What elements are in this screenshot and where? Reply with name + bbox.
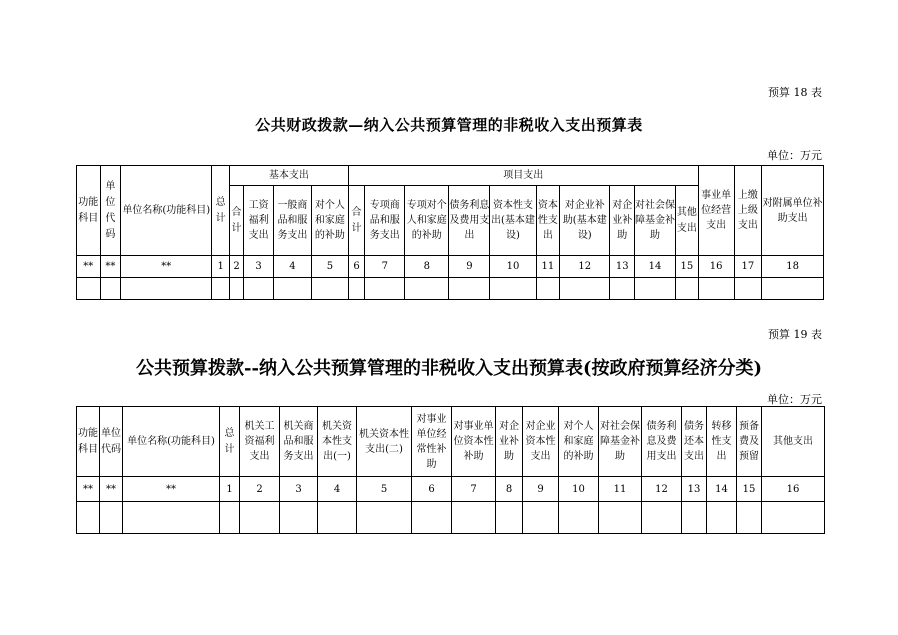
t18-idx-2: ** [100, 256, 121, 278]
t18-idx-21: 18 [762, 256, 824, 278]
table18-title: 公共财政拨款—纳入公共预算管理的非税收入支出预算表 [255, 116, 643, 134]
t19-idx-11: 8 [496, 477, 523, 502]
t18-empty-cell [449, 278, 490, 300]
t19-empty-cell [412, 502, 452, 534]
t18-idx-5: 2 [229, 256, 243, 278]
t19-h-18: 预备费及预留 [737, 407, 762, 477]
t19-h-9: 对事业单位经常性补助 [412, 407, 452, 477]
t18-h-unit-name: 单位名称(功能科目) [121, 166, 212, 256]
t18-empty-cell [405, 278, 449, 300]
t19-empty-cell [220, 502, 240, 534]
t18-empty-cell [311, 278, 348, 300]
table-row [77, 502, 825, 534]
t18-idx-14: 11 [536, 256, 560, 278]
t18-idx-4: 1 [212, 256, 229, 278]
t18-empty-cell [490, 278, 536, 300]
t18-h-basic: 基本支出 [229, 166, 348, 186]
t19-empty-cell [496, 502, 523, 534]
t19-empty-cell [318, 502, 357, 534]
t18-empty-cell [635, 278, 676, 300]
t19-idx-13: 10 [559, 477, 599, 502]
t19-empty-cell [707, 502, 737, 534]
t19-idx-17: 14 [707, 477, 737, 502]
t19-h-13: 对个人和家庭的补助 [559, 407, 599, 477]
t19-idx-8: 5 [357, 477, 412, 502]
table-row [77, 477, 825, 502]
t18-idx-9: 6 [348, 256, 364, 278]
t19-idx-19: 16 [762, 477, 825, 502]
t18-idx-19: 16 [698, 256, 734, 278]
t19-h-5: 机关工资福利支出 [240, 407, 280, 477]
t19-idx-12: 9 [523, 477, 559, 502]
t19-idx-18: 15 [737, 477, 762, 502]
t18-h-project-col-5: 资本性支出 [536, 186, 560, 256]
t18-h-basic-sum: 合计 [229, 186, 243, 256]
t19-empty-cell [240, 502, 280, 534]
t19-empty-cell [559, 502, 599, 534]
t18-empty-cell [536, 278, 560, 300]
t18-h-unit-code: 单位代码 [100, 166, 121, 256]
table19-title: 公共预算拨款--纳入公共预算管理的非税收入支出预算表(按政府预算经济分类) [136, 358, 762, 379]
t19-h-11: 对企业补助 [496, 407, 523, 477]
t19-h-10: 对事业单位资本性补助 [452, 407, 496, 477]
t19-idx-9: 6 [412, 477, 452, 502]
t19-h-3: 单位名称(功能科目) [123, 407, 220, 477]
t18-empty-cell [77, 278, 101, 300]
t19-h-6: 机关商品和服务支出 [280, 407, 318, 477]
t19-idx-14: 11 [599, 477, 642, 502]
t19-idx-5: 2 [240, 477, 280, 502]
t18-idx-12: 9 [449, 256, 490, 278]
t18-empty-cell [121, 278, 212, 300]
t18-h-basic-col-2: 一般商品和服务支出 [273, 186, 311, 256]
t19-empty-cell [523, 502, 559, 534]
t18-empty-cell [698, 278, 734, 300]
t18-idx-7: 4 [273, 256, 311, 278]
t18-h-project-col-8: 对社会保障基金补助 [635, 186, 676, 256]
t18-h-project-col-1: 专项商品和服务支出 [365, 186, 405, 256]
t18-h-basic-col-3: 对个人和家庭的补助 [311, 186, 348, 256]
t18-idx-15: 12 [560, 256, 610, 278]
t18-empty-cell [273, 278, 311, 300]
table-row [77, 256, 824, 278]
t18-empty-cell [229, 278, 243, 300]
t18-h-project-col-9: 其他支出 [676, 186, 699, 256]
table19-unit: 单位：万元 [767, 393, 822, 406]
t18-h-tail-3: 对附属单位补助支出 [762, 166, 824, 256]
t18-h-project-col-6: 对企业补助(基本建设) [560, 186, 610, 256]
t19-h-4: 总计 [220, 407, 240, 477]
t19-empty-cell [100, 502, 123, 534]
table19 [76, 406, 825, 534]
table19-code: 预算 19 表 [768, 328, 822, 341]
t19-h-1: 功能科目 [77, 407, 100, 477]
t19-empty-cell [77, 502, 100, 534]
t18-empty-cell [365, 278, 405, 300]
t19-idx-3: ** [123, 477, 220, 502]
t18-h-tail-2: 上缴上级支出 [734, 166, 762, 256]
t19-idx-6: 3 [280, 477, 318, 502]
t18-empty-cell [100, 278, 121, 300]
t19-empty-cell [599, 502, 642, 534]
table18-code: 预算 18 表 [768, 86, 822, 99]
t18-idx-1: ** [77, 256, 101, 278]
t18-h-project-col-7: 对企业补助 [610, 186, 635, 256]
t19-h-16: 债务还本支出 [682, 407, 707, 477]
t18-idx-3: ** [121, 256, 212, 278]
t19-empty-cell [682, 502, 707, 534]
t18-idx-11: 8 [405, 256, 449, 278]
t18-h-project-col-2: 专项对个人和家庭的补助 [405, 186, 449, 256]
t18-h-project: 项目支出 [348, 166, 698, 186]
t18-idx-10: 7 [365, 256, 405, 278]
t19-idx-1: ** [77, 477, 100, 502]
t19-empty-cell [280, 502, 318, 534]
t18-idx-13: 10 [490, 256, 536, 278]
t19-h-14: 对社会保障基金补助 [599, 407, 642, 477]
t19-h-19: 其他支出 [762, 407, 825, 477]
t18-h-project-sum: 合计 [348, 186, 364, 256]
t19-h-7: 机关资本性支出(一) [318, 407, 357, 477]
t18-empty-cell [676, 278, 699, 300]
t18-idx-17: 14 [635, 256, 676, 278]
t18-idx-18: 15 [676, 256, 699, 278]
t19-idx-10: 7 [452, 477, 496, 502]
t18-h-total: 总计 [212, 166, 229, 256]
t18-h-project-col-3: 债务利息及费用支出 [449, 186, 490, 256]
t18-idx-8: 5 [311, 256, 348, 278]
table18 [76, 165, 824, 300]
t19-empty-cell [123, 502, 220, 534]
t18-empty-cell [244, 278, 274, 300]
t19-empty-cell [357, 502, 412, 534]
t19-empty-cell [737, 502, 762, 534]
t19-idx-7: 4 [318, 477, 357, 502]
t18-h-basic-col-1: 工资福利支出 [244, 186, 274, 256]
t18-empty-cell [212, 278, 229, 300]
t19-idx-2: ** [100, 477, 123, 502]
table-row [77, 278, 824, 300]
t19-empty-cell [452, 502, 496, 534]
t19-idx-16: 13 [682, 477, 707, 502]
t18-idx-16: 13 [610, 256, 635, 278]
t18-empty-cell [560, 278, 610, 300]
t19-empty-cell [762, 502, 825, 534]
t18-empty-cell [348, 278, 364, 300]
t19-h-8: 机关资本性支出(二) [357, 407, 412, 477]
t19-h-17: 转移性支出 [707, 407, 737, 477]
t19-idx-4: 1 [220, 477, 240, 502]
t18-idx-6: 3 [244, 256, 274, 278]
t18-idx-20: 17 [734, 256, 762, 278]
table18-unit: 单位：万元 [767, 149, 822, 162]
t19-idx-15: 12 [642, 477, 682, 502]
t18-empty-cell [734, 278, 762, 300]
t19-empty-cell [642, 502, 682, 534]
t18-h-tail-1: 事业单位经营支出 [698, 166, 734, 256]
t18-empty-cell [762, 278, 824, 300]
t18-h-func-code: 功能科目 [77, 166, 101, 256]
t18-empty-cell [610, 278, 635, 300]
t19-h-12: 对企业资本性支出 [523, 407, 559, 477]
t19-h-2: 单位代码 [100, 407, 123, 477]
t18-h-project-col-4: 资本性支出(基本建设) [490, 186, 536, 256]
t19-h-15: 债务利息及费用支出 [642, 407, 682, 477]
